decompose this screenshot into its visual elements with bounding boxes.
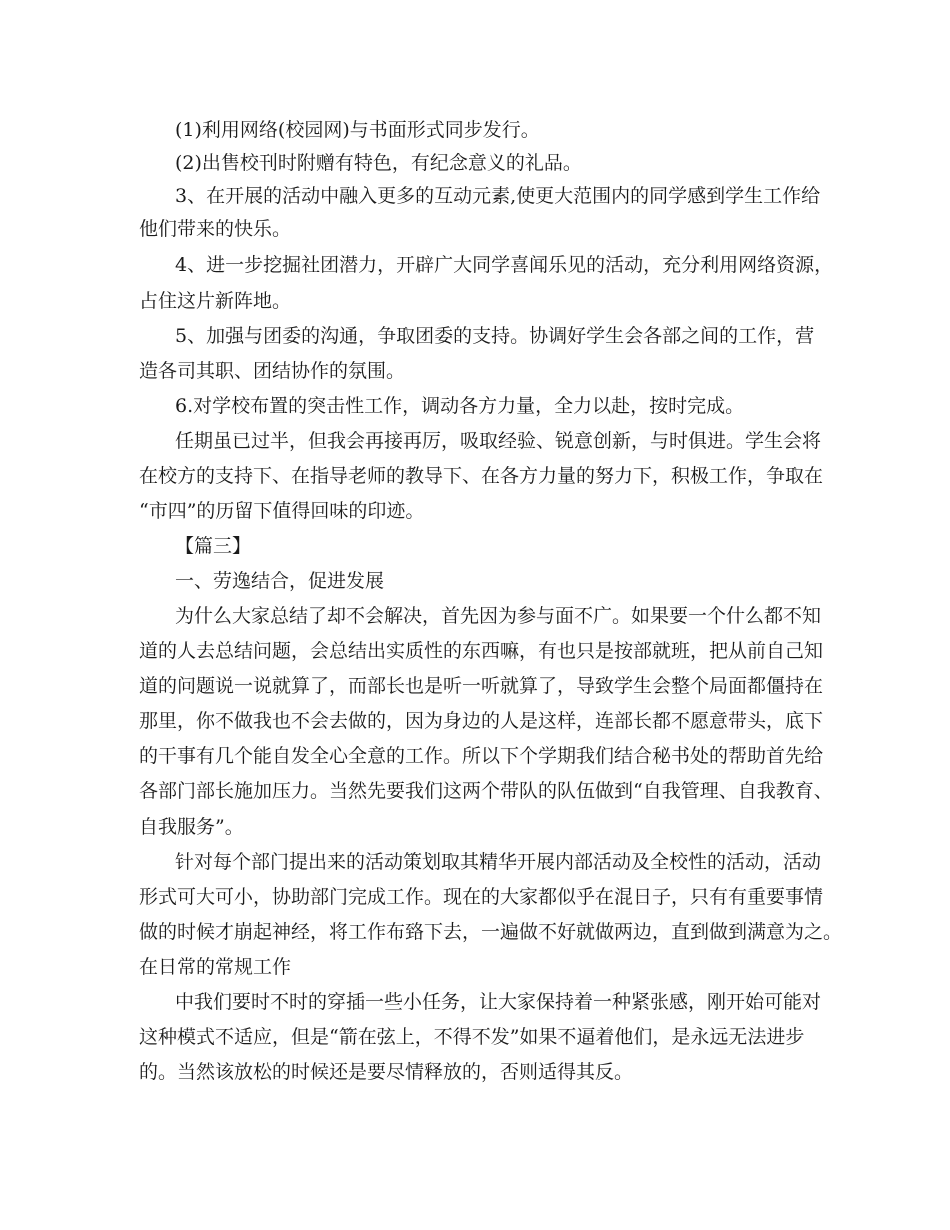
paragraph-line: 道的问题说一说就算了，而部长也是听一听就算了，导致学生会整个局面都僵持在 bbox=[139, 675, 824, 697]
paragraph-line: 中我们要时不时的穿插一些小任务，让大家保持着一种紧张感，刚开始可能对 bbox=[175, 991, 822, 1013]
paragraph-line: (2)出售校刊时附赠有特色，有纪念意义的礼品。 bbox=[175, 152, 582, 174]
paragraph-line: 任期虽已过半，但我会再接再厉，吸取经验、锐意创新，与时俱进。学生会将 bbox=[175, 430, 822, 452]
paragraph-line: “市四”的历留下值得回味的印迹。 bbox=[139, 500, 425, 522]
paragraph-line: 为什么大家总结了却不会解决，首先因为参与面不广。如果要一个什么都不知 bbox=[175, 605, 822, 627]
paragraph-line: 各部门部长施加压力。当然先要我们这两个带队的队伍做到“自我管理、自我教育、 bbox=[139, 780, 833, 802]
paragraph-line: 那里，你不做我也不会去做的，因为身边的人是这样，连部长都不愿意带头，底下 bbox=[139, 710, 824, 732]
paragraph-line: 在日常的常规工作 bbox=[139, 956, 292, 978]
paragraph-line: 3、在开展的活动中融入更多的互动元素,使更大范围内的同学感到学生工作给 bbox=[175, 185, 821, 207]
section-heading: 【篇三】 bbox=[175, 535, 252, 557]
paragraph-line: 5、加强与团委的沟通，争取团委的支持。协调好学生会各部之间的工作，营 bbox=[175, 325, 815, 347]
paragraph-line: 的。当然该放松的时候还是要尽情释放的，否则适得其反。 bbox=[139, 1061, 634, 1083]
paragraph-line: 4、进一步挖掘社团潜力，开辟广大同学喜闻乐见的活动，充分利用网络资源， bbox=[175, 254, 834, 276]
paragraph-line: 自我服务”。 bbox=[139, 816, 244, 838]
paragraph-line: 占住这片新阵地。 bbox=[139, 290, 292, 312]
paragraph-line: 6.对学校布置的突击性工作，调动各方力量，全力以赴，按时完成。 bbox=[175, 395, 745, 417]
paragraph-line: 这种模式不适应，但是“箭在弦上，不得不发”如果不逼着他们，是永远无法进步 bbox=[139, 1026, 805, 1048]
paragraph-line: 形式可大可小，协助部门完成工作。现在的大家都似乎在混日子，只有有重要事情 bbox=[139, 886, 824, 908]
paragraph-line: 造各司其职、团结协作的氛围。 bbox=[139, 360, 406, 382]
paragraph-line: 的干事有几个能自发全心全意的工作。所以下个学期我们结合秘书处的帮助首先给 bbox=[139, 745, 824, 767]
paragraph-line: 做的时候才崩起神经，将工作布臵下去，一遍做不好就做两边，直到做到满意为之。 bbox=[139, 921, 843, 943]
paragraph-line: 在校方的支持下、在指导老师的教导下、在各方力量的努力下，积极工作，争取在 bbox=[139, 465, 824, 487]
paragraph-line: 他们带来的快乐。 bbox=[139, 218, 292, 240]
paragraph-line: (1)利用网络(校园网)与书面形式同步发行。 bbox=[175, 119, 540, 141]
paragraph-line: 针对每个部门提出来的活动策划取其精华开展内部活动及全校性的活动，活动 bbox=[175, 851, 822, 873]
subsection-heading: 一、劳逸结合，促进发展 bbox=[175, 570, 385, 592]
paragraph-line: 道的人去总结问题，会总结出实质性的东西嘛，有也只是按部就班，把从前自己知 bbox=[139, 640, 824, 662]
